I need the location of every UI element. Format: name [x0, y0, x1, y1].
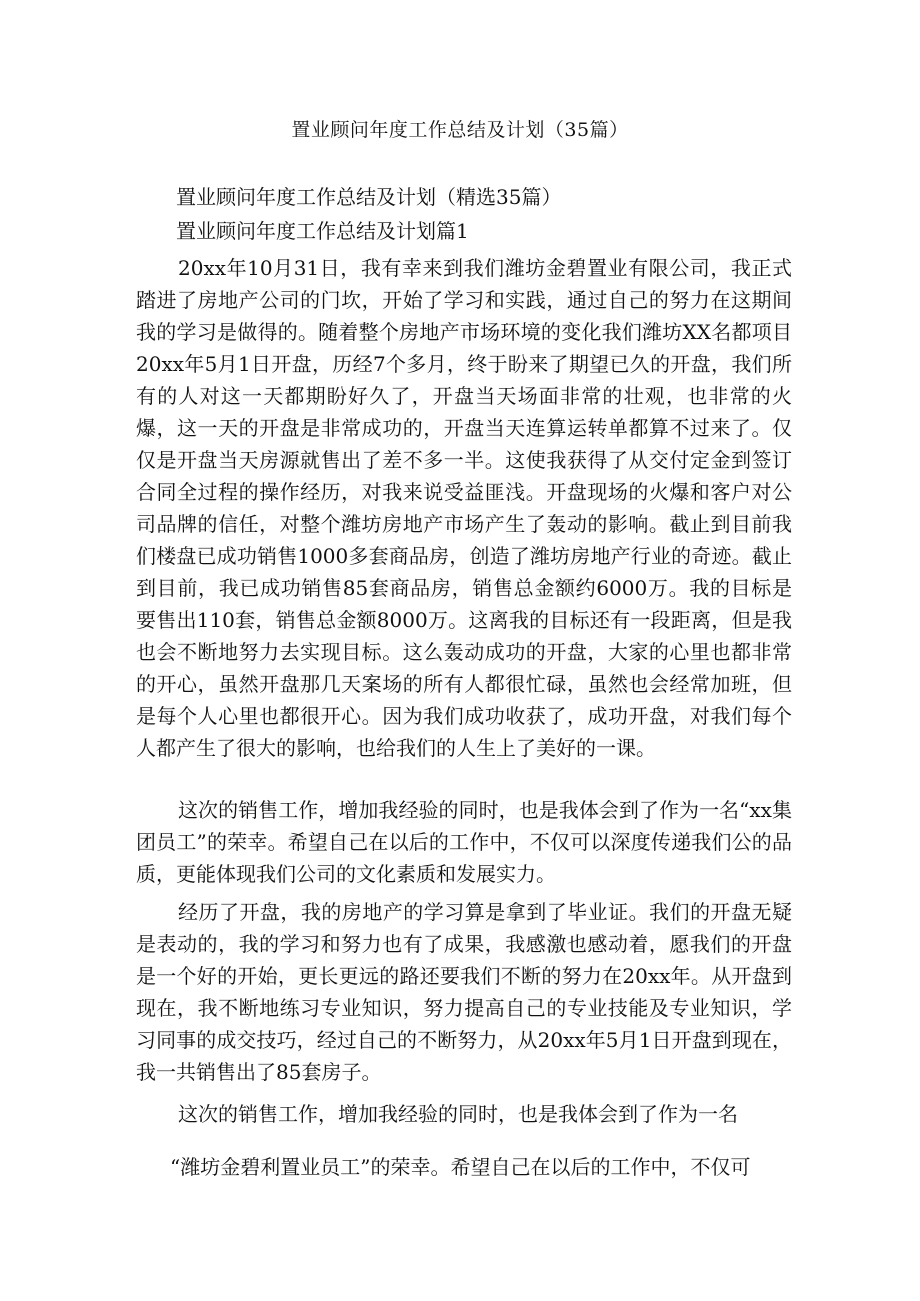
document-title: 置业顾问年度工作总结及计划（35篇） — [291, 119, 629, 141]
paragraph: “潍坊金碧利置业员工”的荣幸。希望自己在以后的工作中，不仅可 — [170, 1155, 751, 1179]
section-heading: 置业顾问年度工作总结及计划篇1 — [176, 219, 469, 243]
document-subtitle: 置业顾问年度工作总结及计划（精选35篇） — [176, 185, 562, 209]
paragraph: 这次的销售工作，增加我经验的同时，也是我体会到了作为一名 — [178, 1102, 738, 1126]
paragraph: 经历了开盘，我的房地产的学习算是拿到了毕业证。我们的开盘无疑是表动的，我的学习和努力也有了成果，我感激也感动着，愿我们的开盘是一个好的开始，更长更远的路还要我们不断的努力在20xx年。从开盘到现在，我不断地练习专业知识，努力提高自己的专业技能及专业知识，学习同事的成交技巧，经过自己的不断努力，从20xx年5月1日开盘到现在，我一共销售出了85套房子。 — [136, 900, 792, 1084]
paragraph: 20xx年10月31日，我有幸来到我们潍坊金碧置业有限公司，我正式踏进了房地产公司的门坎，开始了学习和实践，通过自己的努力在这期间我的学习是做得的。随着整个房地产市场环境的变化我们潍坊XX名都项目20xx年5月1日开盘，历经7个多月，终于盼来了期望已久的开盘，我们所有的人对这一天都期盼好久了，开盘当天场面非常的壮观，也非常的火爆，这一天的开盘是非常成功的，开盘当天连算运转单都算不过来了。仅仅是开盘当天房源就售出了差不多一半。这使我获得了从交付定金到签订合同全过程的操作经历，对我来说受益匪浅。开盘现场的火爆和客户对公司品牌的信任，对整个潍坊房地产市场产生了轰动的影响。截止到目前我们楼盘已成功销售1000多套商品房，创造了潍坊房地产行业的奇迹。截止到目前，我已成功销售85套商品房，销售总金额约6000万。我的目标是要售出110套，销售总金额8000万。这离我的目标还有一段距离，但是我也会不断地努力去实现目标。这么轰动成功的开盘，大家的心里也都非常的开心，虽然开盘那几天案场的所有人都很忙碌，虽然也会经常加班，但是每个人心里也都很开心。因为我们成功收获了，成功开盘，对我们每个人都产生了很大的影响，也给我们的人生上了美好的一课。 — [136, 256, 792, 760]
paragraph: 这次的销售工作，增加我经验的同时，也是我体会到了作为一名“xx集团员工”的荣幸。希望自己在以后的工作中，不仅可以深度传递我们公的品质，更能体现我们公司的文化素质和发展实力。 — [136, 798, 792, 886]
